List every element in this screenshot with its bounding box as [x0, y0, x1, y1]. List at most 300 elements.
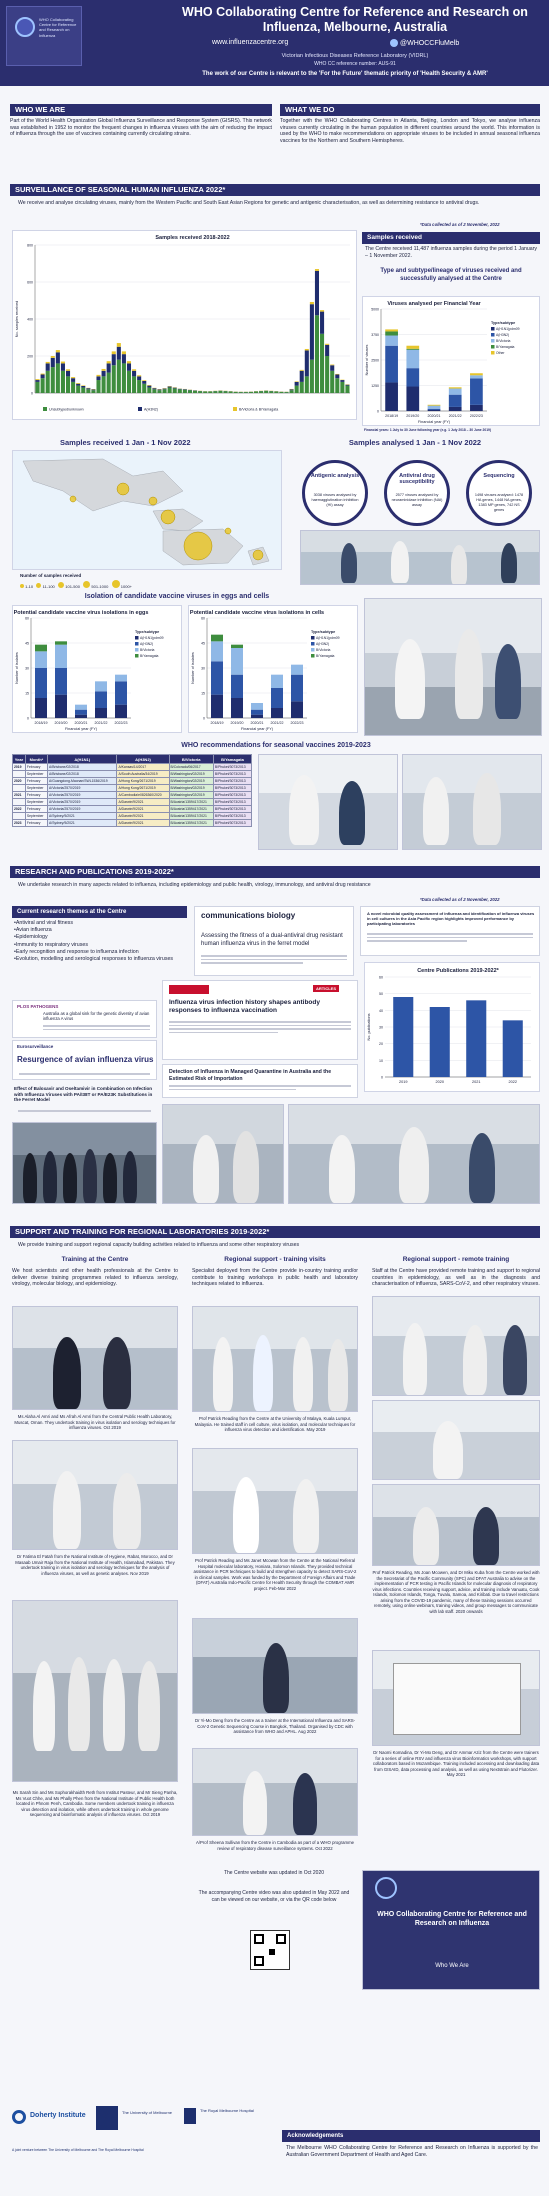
photo-bg — [193, 1449, 357, 1491]
bar-segment — [291, 665, 303, 675]
legend-label: A(H3N2) — [140, 642, 154, 647]
eurosurveillance-label: Eurosurveillance — [17, 1044, 54, 1049]
photo-figure — [455, 629, 483, 719]
bar-segment — [95, 708, 107, 718]
table-cell — [13, 785, 26, 792]
bar-segment — [107, 373, 111, 393]
photo-bg — [13, 1123, 156, 1155]
map-legend — [20, 573, 280, 589]
bar — [503, 1020, 523, 1077]
bar-segment — [320, 334, 324, 393]
theme-item: •Evolution, modelling and serological responses to influenza viruses — [14, 956, 174, 963]
who-cc-logo — [6, 6, 82, 66]
y-tick-label: 60 — [25, 616, 29, 621]
legend-title: Type/subtype — [135, 630, 160, 634]
bar-segment — [470, 405, 483, 411]
who-we-are-text: Part of the World Health Organization Global Influenza Surveillance and Response System (GISRS). This network was established in 1952 to monitor the frequent changes in influenza viruses with the aim of reducing the impact of influenza through the use of vaccines containing currently circulating strains. — [10, 118, 272, 137]
bar-segment — [218, 391, 222, 393]
table-cell: A/Guangdong-Maonan/SWL1536/2019 — [47, 778, 116, 785]
pub2-authors — [367, 933, 533, 944]
bar-segment — [173, 388, 177, 393]
recommendations-table — [12, 754, 252, 827]
bar-segment — [91, 389, 95, 390]
publication-1[interactable] — [194, 906, 354, 976]
table-cell: 2021 — [13, 792, 26, 799]
recommendations-heading: WHO recommendations for seasonal vaccines 2019-2023 — [181, 742, 371, 749]
doherty-logo-text: Doherty Institute — [30, 2112, 86, 2119]
bar-segment — [132, 371, 136, 377]
bar-segment — [231, 648, 243, 675]
caption-8: Prof Patrick Reading, Ms Joan Mcowen, and Dr Miku Kuba from the Centre worked with the Secretariat of the Pacific Community (SPC) and DFAT Australia to advise on the implementation of PCR testing in Pacific Islands for molecular diagnosis of respiratory virus infections. Countries receiving support, advice, and training include Vanuatu, Cook Islands, Solomon Islands, Tonga, Tuvalu, Samoa, and Kiribati. Due to travel restrictions arising from the COVID-19 pandemic, many of these training sessions occurred remotely, using online webinars, training videos, and group messages to communicate with lab staff. 2020 onwards — [372, 1570, 540, 1615]
photo-bg — [259, 755, 397, 793]
table-cell: A/Darwin/9/2021 — [117, 799, 169, 806]
table-cell: B/Austria/1359417/2021 — [169, 820, 213, 827]
y-tick-label: 30 — [379, 1025, 383, 1030]
legend-label: B/Victoria — [140, 648, 155, 653]
table-header-cell: B/Victoria — [169, 755, 213, 764]
twitter-handle[interactable] — [390, 39, 459, 49]
bar-segment — [41, 375, 45, 379]
bar-segment — [305, 376, 309, 393]
y-tick-label: 30 — [201, 666, 205, 671]
lab-photo-5 — [162, 1104, 284, 1204]
bar-segment — [271, 708, 283, 718]
table-body — [13, 764, 252, 827]
eggs-isolation-chart — [13, 606, 181, 732]
bar-segment — [66, 369, 70, 370]
table-cell: 2019 — [13, 764, 26, 771]
bar-segment — [142, 381, 146, 384]
bar-segment — [95, 681, 107, 691]
qr-dot — [269, 1949, 275, 1955]
lab-photo-1 — [300, 530, 540, 585]
photo-figure — [473, 773, 501, 845]
legend-swatch — [311, 642, 315, 646]
table-row — [13, 771, 252, 778]
col2-text: Specialist deployed from the Centre provide in-country training and/or contribute to training workshops in public health and laboratory techniques related to influenza. — [192, 1268, 358, 1287]
table-row — [13, 764, 252, 771]
pub4-authors — [19, 1073, 150, 1077]
bar-segment — [168, 387, 172, 393]
bar-segment — [271, 675, 283, 688]
bar-segment — [254, 392, 258, 393]
research-themes-list — [14, 920, 186, 963]
isolation-heading: Isolation of candidate vaccine viruses in eggs and cells — [84, 593, 270, 600]
bar-segment — [95, 691, 107, 708]
photo-figure — [413, 1507, 439, 1565]
bar-segment — [325, 344, 329, 345]
table-cell: B/Washington/02/2019 — [169, 771, 213, 778]
y-tick-label: 2500 — [371, 358, 379, 363]
legend-label: A(H3N2) — [316, 642, 330, 647]
x-tick-label: 2020 — [435, 1080, 444, 1084]
bar-segment — [406, 350, 419, 368]
photo-figure — [68, 1657, 90, 1751]
bar-segment — [168, 387, 172, 388]
qr-code-icon[interactable] — [250, 1930, 290, 1970]
x-tick-label: 2022 — [508, 1080, 517, 1084]
bar-segment — [310, 302, 314, 304]
plos-label: PLOS PATHOGENS — [17, 1004, 59, 1009]
bar-segment — [71, 377, 75, 378]
table-cell: B/Phuket/3073/2013 — [213, 799, 251, 806]
table-cell: B/Washington/02/2019 — [169, 792, 213, 799]
support-intro: We provide training and support regional capacity building activities related to influenza and some other respiratory viruses — [18, 1242, 300, 1248]
table-cell: A/South Australia/34/2019 — [117, 771, 169, 778]
bar-segment — [300, 370, 304, 371]
table-cell: A/Sydney/5/2021 — [47, 820, 116, 827]
x-tick-label: 2019/20 — [54, 721, 68, 725]
bar-segment — [325, 356, 329, 393]
publications-chart-card — [364, 962, 540, 1092]
bar — [430, 1007, 450, 1077]
antigenic-title: Antigenic analysis — [310, 473, 360, 479]
publication-5[interactable] — [162, 980, 358, 1060]
y-axis-label: Number of isolates — [15, 652, 19, 684]
bar-segment — [315, 271, 319, 315]
y-tick-label: 15 — [201, 691, 205, 696]
lab-photo-3 — [258, 754, 398, 850]
table-cell: B/Austria/1359417/2021 — [169, 813, 213, 820]
legend-label: B/Yamagata — [140, 654, 159, 659]
photo-figure — [253, 1335, 273, 1411]
bar-segment — [96, 375, 100, 376]
bar-segment — [55, 668, 67, 695]
bar-segment — [385, 329, 398, 331]
table-cell: A/Victoria/2570/2019 — [47, 806, 116, 813]
table-cell: B/Phuket/3073/2013 — [213, 778, 251, 785]
legend-label: A(H3N2) — [144, 407, 158, 412]
bar-segment — [56, 352, 60, 363]
acknowledgements-heading: Acknowledgements — [282, 2130, 540, 2142]
surveillance-date-note: *Data collected as of 2 November, 2022 — [420, 222, 500, 227]
y-tick-label: 40 — [379, 1008, 383, 1013]
photo-figure — [263, 1643, 289, 1713]
photo-bg — [365, 599, 541, 653]
bar-segment — [35, 668, 47, 698]
remote-photo-1 — [372, 1296, 540, 1396]
video-title: WHO Collaborating Centre for Reference and Research on Influenza — [377, 1911, 527, 1927]
table-cell: February — [25, 778, 47, 785]
bar-segment — [86, 389, 90, 393]
x-tick-label: 2022/23 — [469, 414, 483, 418]
sequencing-title: Sequencing — [483, 473, 515, 479]
bar-segment — [385, 336, 398, 346]
caption-3: Ms Sarah Sin and Ms Sophorakhaidth Reth from Institut Pasteur, and Mr Sieng Panha, Ms Vuot Chhe, and Ms Phally Phen from the National Institute of Public Health both located in Phnom Penh, Cambodia. Some members undertook training in influenza virus detection and isolation, while others undertook training in whole genome sequencing and bioinformatic analysis of influenza viruses. Oct 2019 — [12, 1790, 178, 1818]
bar-segment — [335, 375, 339, 379]
bar-segment — [102, 376, 106, 393]
bar-segment — [122, 363, 126, 393]
legend-dot-icon — [20, 584, 24, 588]
legend-dot-icon — [83, 581, 90, 588]
bar-segment — [295, 381, 299, 382]
bar-segment — [269, 391, 273, 393]
research-themes-heading: Current research themes at the Centre — [12, 906, 187, 918]
bar-segment — [183, 389, 187, 390]
bar-segment — [36, 379, 40, 380]
visit-photo-3 — [192, 1618, 358, 1714]
recommendations-table-wrap — [12, 754, 252, 854]
thematic-priority: The work of our Centre is relevant to the 'For the Future' thematic priority of 'Health Security & AMR' — [202, 71, 488, 77]
bar-segment — [249, 392, 253, 393]
caption-9: Dr Naomi Komadina, Dr Yi-Mo Deng, and Dr Ammar Aziz from the Centre were trainers for a series of online RSV and influenza virus Bioinformatics workshops, with support collaborators based in Mozambique. Training included accessing and downloading data from GISAID, data processing and analysis, as well as using Nextstrain and Flutorizer. May 2021 — [372, 1750, 540, 1778]
bar-segment — [428, 406, 441, 409]
pub5-title: Influenza virus infection history shapes antibody responses to influenza vaccination — [169, 999, 320, 1015]
table-cell: A/Darwin/9/2021 — [117, 806, 169, 813]
x-tick-label: 2021/22 — [270, 721, 284, 725]
x-tick-label: 2021/22 — [94, 721, 108, 725]
publication-2[interactable] — [360, 906, 540, 956]
bar-segment — [320, 312, 324, 334]
table-cell: B/Colorado/06/2017 — [169, 764, 213, 771]
table-header-cell: A(H1N1) — [47, 755, 116, 764]
photo-figure — [53, 1337, 81, 1409]
y-tick-label: 600 — [27, 280, 33, 285]
bar-segment — [112, 351, 116, 354]
col3-text: Staff at the Centre have provided remote training and support to regional countries in epidemiology, as well as in the diagnosis and characterisation of influenza, SARS-CoV-2, and other respiratory viruses. — [372, 1268, 540, 1287]
legend-swatch — [311, 648, 315, 652]
legend-label: A(H1N1)pdm09 — [496, 327, 520, 332]
bar-segment — [345, 386, 349, 393]
chart-title: Samples received 2018-2022 — [155, 235, 230, 241]
samples-received-chart — [13, 231, 356, 419]
header — [0, 0, 549, 86]
legend-label: Unsubtyped/unknown — [49, 407, 84, 412]
legend-swatch — [135, 654, 139, 658]
legend-swatch — [491, 339, 495, 343]
photo-figure — [293, 1337, 313, 1411]
bar-segment — [61, 363, 65, 370]
table-row — [13, 792, 252, 799]
bar-segment — [36, 380, 40, 382]
photo-figure — [193, 1135, 219, 1203]
table-cell: B/Austria/1359417/2021 — [169, 806, 213, 813]
logo-text: WHO Collaborating Centre for Reference and Research on Influenza — [39, 17, 77, 38]
x-tick-label: 2018/19 — [385, 414, 399, 418]
table-cell: B/Phuket/3073/2013 — [213, 806, 251, 813]
y-tick-label: 0 — [203, 716, 205, 721]
bar-segment — [223, 391, 227, 393]
what-we-do-text: Together with the WHO Collaborating Centres in Atlanta, Beijing, London and Tokyo, we analyse influenza viruses currently circulating in the human population in different countries around the world. This information is used by the WHO to make recommendations on appropriate viruses to be included in annual seasonal influenza vaccines for the Northern and Southern Hemispheres. — [280, 118, 540, 144]
antiviral-stat — [384, 460, 450, 526]
bar-segment — [335, 378, 339, 393]
photo-figure — [63, 1153, 77, 1203]
photo-figure — [451, 545, 467, 585]
bar-segment — [385, 331, 398, 335]
pub3-title: Australia as a global sink for the genetic diversity of avian influenza A virus — [43, 1011, 150, 1022]
x-tick-label: 2020/21 — [74, 721, 88, 725]
surveillance-heading: SURVEILLANCE OF SEASONAL HUMAN INFLUENZA 2022* — [10, 184, 540, 196]
col1-text: We host scientists and other health professionals at the Centre to deliver diverse training programmes related to influenza serology, virology, molecular biology, and epidemiology. — [12, 1268, 178, 1287]
bar-segment — [35, 651, 47, 668]
y-tick-label: 10 — [379, 1058, 383, 1063]
reference-number: WHO CC reference number: AUS-91 — [314, 61, 396, 67]
y-tick-label: 60 — [379, 975, 383, 980]
bar-segment — [137, 380, 141, 393]
bar-segment — [46, 362, 50, 363]
bar — [393, 997, 413, 1077]
photo-figure — [103, 1153, 117, 1203]
bar-segment — [385, 346, 398, 383]
bar-segment — [178, 389, 182, 390]
website-link[interactable]: www.influenzacentre.org — [212, 39, 289, 46]
pub3-authors — [43, 1025, 150, 1032]
legend-swatch — [491, 351, 495, 355]
map-legend-4: 501-1000 — [91, 584, 109, 589]
bar-segment — [449, 407, 462, 411]
table-cell: A/Brisbane/02/2018 — [47, 764, 116, 771]
publication-3[interactable] — [12, 1000, 157, 1038]
bar-segment — [117, 343, 121, 347]
chart-title: Potential candidate vaccine virus isolations in cells — [189, 610, 325, 616]
photo-figure — [339, 781, 365, 845]
cells-chart-card — [188, 605, 358, 733]
chart-title: Potential candidate vaccine virus isolations in eggs — [13, 610, 149, 616]
caption-4: Prof Patrick Reading from the Centre at the University of Malaya, Kuala Lumpur, Malaysia. He trained staff in cell culture, virus isolation, and molecular techniques for influenza virus detection and identification. May 2019 — [194, 1416, 356, 1433]
visit-photo-4 — [192, 1748, 358, 1836]
y-axis-label: No. publications — [367, 1013, 371, 1041]
articles-label: ARTICLES — [313, 985, 339, 992]
table-row — [13, 785, 252, 792]
map-legend-2: 11-100 — [42, 584, 55, 589]
publication-7[interactable] — [162, 1064, 358, 1098]
y-tick-label: 0 — [377, 409, 379, 414]
bar-segment — [46, 371, 50, 393]
photo-figure — [328, 1339, 348, 1411]
bar-segment — [251, 703, 263, 710]
bar-segment — [193, 391, 197, 393]
lab-photo-2 — [364, 598, 542, 736]
photo-figure — [103, 1337, 131, 1409]
webinar-screen — [393, 1663, 521, 1735]
analysed-heading: Samples analysed 1 Jan - 1 Nov 2022 — [348, 438, 482, 447]
bar-segment — [96, 380, 100, 393]
bar-segment — [157, 389, 161, 390]
caption-7: A/Prof Sheena Sullivan from the Centre in Cambodia as part of a WHO programme review of respiratory disease surveillance systems. Oct 2022 — [195, 1840, 355, 1851]
remote-photo-2 — [372, 1400, 540, 1480]
photo-figure — [495, 644, 521, 719]
pub6-authors — [18, 1110, 151, 1114]
poster-title: WHO Collaborating Centre for Reference and Research on Influenza, Melbourne, Australia — [182, 5, 528, 34]
photo-figure — [113, 1473, 141, 1549]
y-tick-label: 1250 — [371, 384, 379, 388]
type-chart-card — [362, 296, 540, 426]
bar-segment — [51, 358, 55, 367]
x-tick-label: 2019 — [399, 1080, 408, 1084]
bar-segment — [231, 675, 243, 698]
eggs-chart-card — [12, 605, 182, 733]
bar-segment — [310, 304, 314, 360]
publication-4[interactable] — [12, 1040, 157, 1080]
table-cell: B/Phuket/3073/2013 — [213, 764, 251, 771]
bar-segment — [35, 645, 47, 652]
table-row — [13, 799, 252, 806]
bar-segment — [234, 392, 238, 393]
bar-segment — [152, 388, 156, 389]
table-header-cell: Year — [13, 755, 26, 764]
y-tick-label: 800 — [27, 243, 33, 248]
joint-venture-note: A joint venture between The University of Melbourne and The Royal Melbourne Hospital — [12, 2148, 144, 2152]
table-cell: 2022 — [13, 806, 26, 813]
publication-6[interactable] — [12, 1084, 157, 1118]
legend-swatch — [491, 333, 495, 337]
photo-figure — [243, 1771, 267, 1835]
legend-swatch — [491, 345, 495, 349]
x-tick-label: 2022/23 — [114, 721, 128, 725]
y-tick-label: 45 — [25, 641, 29, 646]
bar-segment — [259, 391, 263, 393]
bar-segment — [251, 710, 263, 715]
bar-segment — [305, 349, 309, 350]
bar-segment — [291, 701, 303, 718]
photo-figure — [53, 1471, 81, 1549]
bar-segment — [55, 695, 67, 718]
photo-figure — [395, 639, 425, 719]
research-intro: We undertake research in many aspects related to influenza, including epidemiology and public health, virology, immunology, and antiviral drug resistance — [18, 882, 371, 888]
legend-label: B/Victoria & B/Yamagata — [239, 407, 279, 412]
journal-logo-icon — [169, 985, 209, 994]
bar-segment — [81, 386, 85, 387]
pub7-authors — [169, 1085, 351, 1092]
legend-title: Type/subtype — [491, 321, 516, 325]
map-heading: Samples received 1 Jan - 1 Nov 2022 — [60, 438, 191, 447]
bar-segment — [173, 388, 177, 389]
samples-map — [12, 450, 282, 570]
y-tick-label: 30 — [25, 666, 29, 671]
photo-bg — [373, 1485, 539, 1517]
bar-segment — [406, 368, 419, 386]
map-legend-3: 101-500 — [65, 584, 80, 589]
y-tick-label: 50 — [379, 992, 383, 997]
photo-figure — [103, 1659, 125, 1751]
bar-segment — [41, 374, 45, 375]
footer-logos — [12, 2100, 272, 2170]
photo-figure — [341, 543, 357, 583]
pub5-authors — [169, 1021, 351, 1035]
table-cell: A/Brisbane/02/2018 — [47, 771, 116, 778]
y-tick-label: 45 — [201, 641, 205, 646]
photo-figure — [463, 1325, 487, 1395]
table-cell: B/Austria/1359417/2021 — [169, 799, 213, 806]
bar-segment — [330, 371, 334, 393]
table-cell: A/Hong Kong/2671/2019 — [117, 785, 169, 792]
table-cell: B/Phuket/3073/2013 — [213, 785, 251, 792]
bar-segment — [163, 389, 167, 393]
photo-figure — [138, 1661, 160, 1751]
bar-segment — [163, 389, 167, 390]
bar-segment — [152, 389, 156, 393]
who-emblem-icon — [15, 17, 35, 37]
legend-swatch — [135, 642, 139, 646]
who-we-are-heading: WHO WE ARE — [10, 104, 272, 116]
bar-segment — [127, 363, 131, 370]
antigenic-analysis-stat — [302, 460, 368, 526]
y-axis-label: Number of isolates — [191, 652, 195, 684]
pub1-title: Assessing the fitness of a dual-antiviral drug resistant human influenza virus in the ferret model — [201, 933, 343, 947]
bar-segment — [66, 371, 70, 377]
photo-figure — [503, 1325, 527, 1395]
video-thumbnail[interactable] — [362, 1870, 540, 1990]
y-tick-label: 5000 — [371, 307, 379, 312]
bar-segment — [115, 675, 127, 682]
table-cell: September — [25, 799, 47, 806]
bar-segment — [86, 388, 90, 389]
bar-segment — [291, 675, 303, 702]
bar-segment — [300, 382, 304, 393]
antigenic-text: 3038 viruses analysed by haemagglutination inhibition (HI) assay — [311, 493, 359, 507]
legend-label: Other — [496, 351, 505, 356]
y-tick-label: 0 — [381, 1075, 383, 1080]
